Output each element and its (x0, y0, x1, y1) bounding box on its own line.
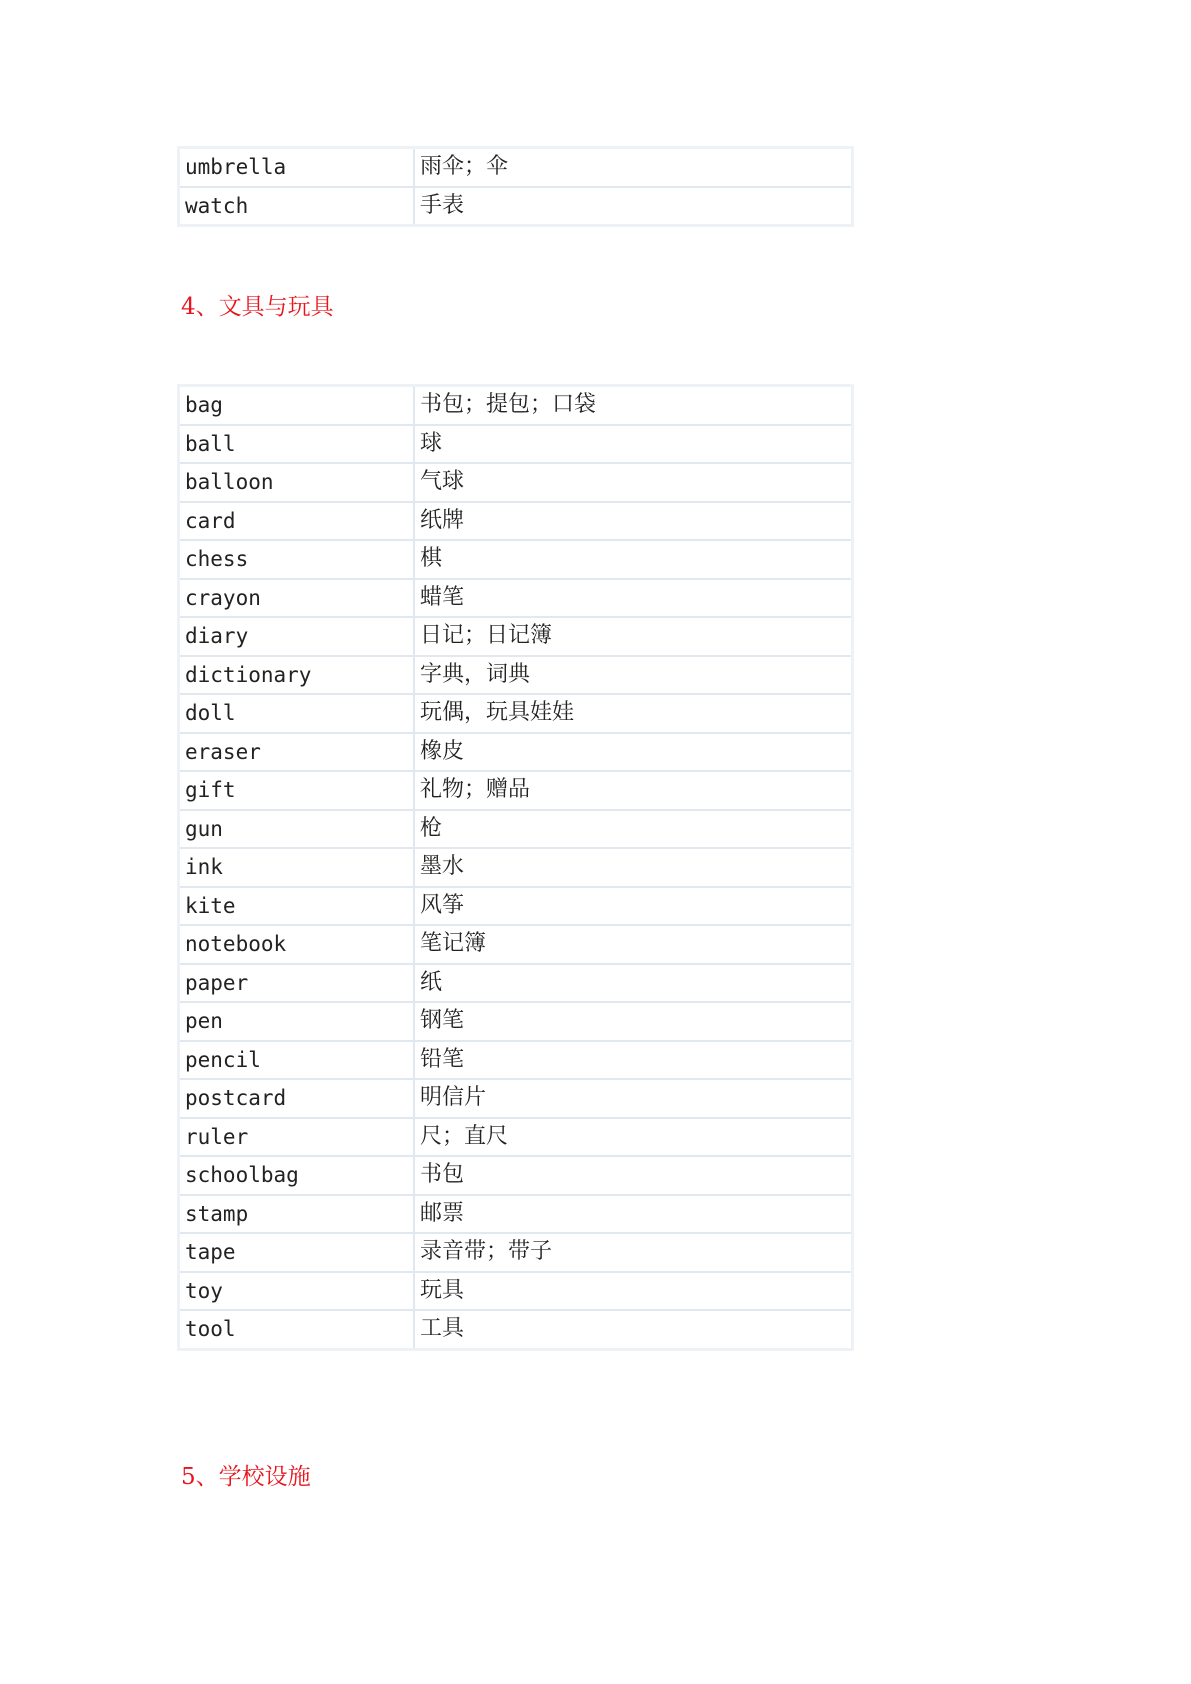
table-row (179, 1195, 853, 1234)
table-row (179, 1002, 853, 1041)
chinese-meaning: 手表 (414, 187, 853, 226)
english-word: ink (179, 848, 415, 887)
english-word: dictionary (179, 656, 415, 695)
table-row (179, 925, 853, 964)
english-word: watch (179, 187, 415, 226)
table-row (179, 1310, 853, 1349)
chinese-meaning: 钢笔 (414, 1002, 853, 1041)
table-row (179, 964, 853, 1003)
table-row (179, 187, 853, 226)
table-row (179, 463, 853, 502)
english-word: eraser (179, 733, 415, 772)
english-word: diary (179, 617, 415, 656)
english-word: doll (179, 694, 415, 733)
chinese-meaning: 书包 (414, 1156, 853, 1195)
chinese-meaning: 气球 (414, 463, 853, 502)
vocab-table-stationery-toys (177, 384, 854, 1351)
chinese-meaning: 风筝 (414, 887, 853, 926)
chinese-meaning: 玩具 (414, 1272, 853, 1311)
table-row (179, 540, 853, 579)
table-row (179, 887, 853, 926)
chinese-meaning: 字典，词典 (414, 656, 853, 695)
english-word: tape (179, 1233, 415, 1272)
chinese-meaning: 雨伞；伞 (414, 148, 853, 187)
section-heading-school-facilities: 5、学校设施 (181, 1464, 311, 1490)
english-word: umbrella (179, 148, 415, 187)
table-row (179, 617, 853, 656)
table-row (179, 656, 853, 695)
table-row (179, 810, 853, 849)
english-word: postcard (179, 1079, 415, 1118)
chinese-meaning: 尺；直尺 (414, 1118, 853, 1157)
table-row (179, 1272, 853, 1311)
table-row (179, 733, 853, 772)
section-heading-stationery-toys: 4、文具与玩具 (181, 294, 334, 320)
table-row (179, 1233, 853, 1272)
table-row (179, 1118, 853, 1157)
table-row (179, 148, 853, 187)
chinese-meaning: 橡皮 (414, 733, 853, 772)
english-word: schoolbag (179, 1156, 415, 1195)
chinese-meaning: 铅笔 (414, 1041, 853, 1080)
english-word: stamp (179, 1195, 415, 1234)
english-word: crayon (179, 579, 415, 618)
english-word: chess (179, 540, 415, 579)
english-word: toy (179, 1272, 415, 1311)
chinese-meaning: 玩偶，玩具娃娃 (414, 694, 853, 733)
chinese-meaning: 工具 (414, 1310, 853, 1349)
table-row (179, 502, 853, 541)
table-row (179, 425, 853, 464)
vocab-table-clothing-continued (177, 146, 854, 227)
english-word: ruler (179, 1118, 415, 1157)
chinese-meaning: 礼物；赠品 (414, 771, 853, 810)
table-row (179, 386, 853, 425)
table-row (179, 848, 853, 887)
chinese-meaning: 邮票 (414, 1195, 853, 1234)
english-word: tool (179, 1310, 415, 1349)
english-word: gift (179, 771, 415, 810)
chinese-meaning: 球 (414, 425, 853, 464)
english-word: notebook (179, 925, 415, 964)
chinese-meaning: 录音带；带子 (414, 1233, 853, 1272)
chinese-meaning: 纸牌 (414, 502, 853, 541)
table-row (179, 694, 853, 733)
chinese-meaning: 墨水 (414, 848, 853, 887)
table-row (179, 771, 853, 810)
table-row (179, 1079, 853, 1118)
english-word: paper (179, 964, 415, 1003)
english-word: card (179, 502, 415, 541)
chinese-meaning: 明信片 (414, 1079, 853, 1118)
english-word: pencil (179, 1041, 415, 1080)
english-word: pen (179, 1002, 415, 1041)
chinese-meaning: 笔记簿 (414, 925, 853, 964)
english-word: gun (179, 810, 415, 849)
chinese-meaning: 书包；提包；口袋 (414, 386, 853, 425)
english-word: balloon (179, 463, 415, 502)
table-row (179, 1041, 853, 1080)
chinese-meaning: 蜡笔 (414, 579, 853, 618)
english-word: kite (179, 887, 415, 926)
chinese-meaning: 日记；日记簿 (414, 617, 853, 656)
english-word: ball (179, 425, 415, 464)
english-word: bag (179, 386, 415, 425)
chinese-meaning: 枪 (414, 810, 853, 849)
table-row (179, 1156, 853, 1195)
table-row (179, 579, 853, 618)
chinese-meaning: 棋 (414, 540, 853, 579)
chinese-meaning: 纸 (414, 964, 853, 1003)
